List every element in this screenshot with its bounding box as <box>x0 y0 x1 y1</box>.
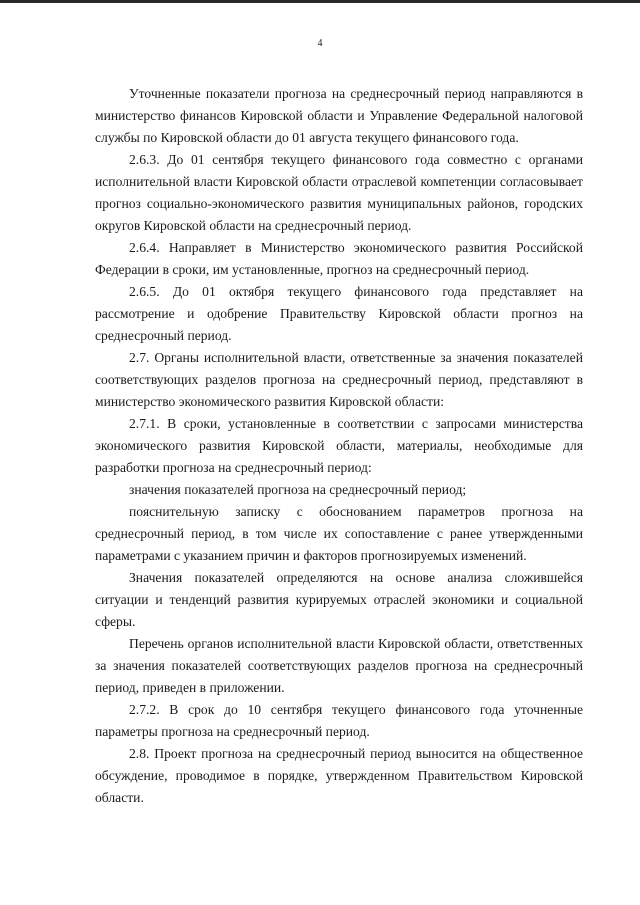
paragraph-2-7: 2.7. Органы исполнительной власти, ответственные за значения показателей соответствующих разделов прогноза на среднесрочный период, представляют в министерство экономического развития Кировской области: <box>95 350 583 409</box>
paragraph-2-7-1: 2.7.1. В сроки, установленные в соответствии с запросами министерства экономического развития Кировской области, материалы, необходимые для разработки прогноза на среднесрочный период: <box>95 416 583 475</box>
paragraph-2-8: 2.8. Проект прогноза на среднесрочный период выносится на общественное обсуждение, проводимое в порядке, утвержденном Правительством Кировской области. <box>95 746 583 805</box>
page-number: 4 <box>317 38 323 49</box>
paragraph-explanatory-note: пояснительную записку с обоснованием параметров прогноза на среднесрочный период, в том числе их сопоставление с ранее утвержденными параметрами с указанием причин и факторов прогнозируемых изменений. <box>95 504 583 563</box>
paragraph-refined-indicators: Уточненные показатели прогноза на среднесрочный период направляются в министерство финансов Кировской области и Управление Федеральной налоговой службы по Кировской области до 01 августа текущего финансового года. <box>95 86 583 145</box>
paragraph-2-6-3: 2.6.3. До 01 сентября текущего финансового года совместно с органами исполнительной власти Кировской области отраслевой компетенции согласовывает прогноз социально-экономического развития муниципальных районов, городских округов Кировской области на среднесрочный период. <box>95 152 583 233</box>
paragraph-2-7-2: 2.7.2. В срок до 10 сентября текущего финансового года уточненные параметры прогноза на среднесрочный период. <box>95 702 583 739</box>
paragraph-authorities-list: Перечень органов исполнительной власти Кировской области, ответственных за значения показателей соответствующих разделов прогноза на среднесрочный период, приведен в приложении. <box>95 636 583 695</box>
paragraph-2-6-5: 2.6.5. До 01 октября текущего финансового года представляет на рассмотрение и одобрение Правительству Кировской области прогноз на среднесрочный период. <box>95 284 583 343</box>
paragraph-values-basis: Значения показателей определяются на основе анализа сложившейся ситуации и тенденций развития курируемых отраслей экономики и социальной сферы. <box>95 570 583 629</box>
paragraph-2-6-4: 2.6.4. Направляет в Министерство экономического развития Российской Федерации в сроки, им установленные, прогноз на среднесрочный период. <box>95 240 583 277</box>
paragraph-indicator-values: значения показателей прогноза на среднесрочный период; <box>129 482 467 497</box>
document-body <box>95 83 583 809</box>
scan-top-border <box>0 0 640 3</box>
